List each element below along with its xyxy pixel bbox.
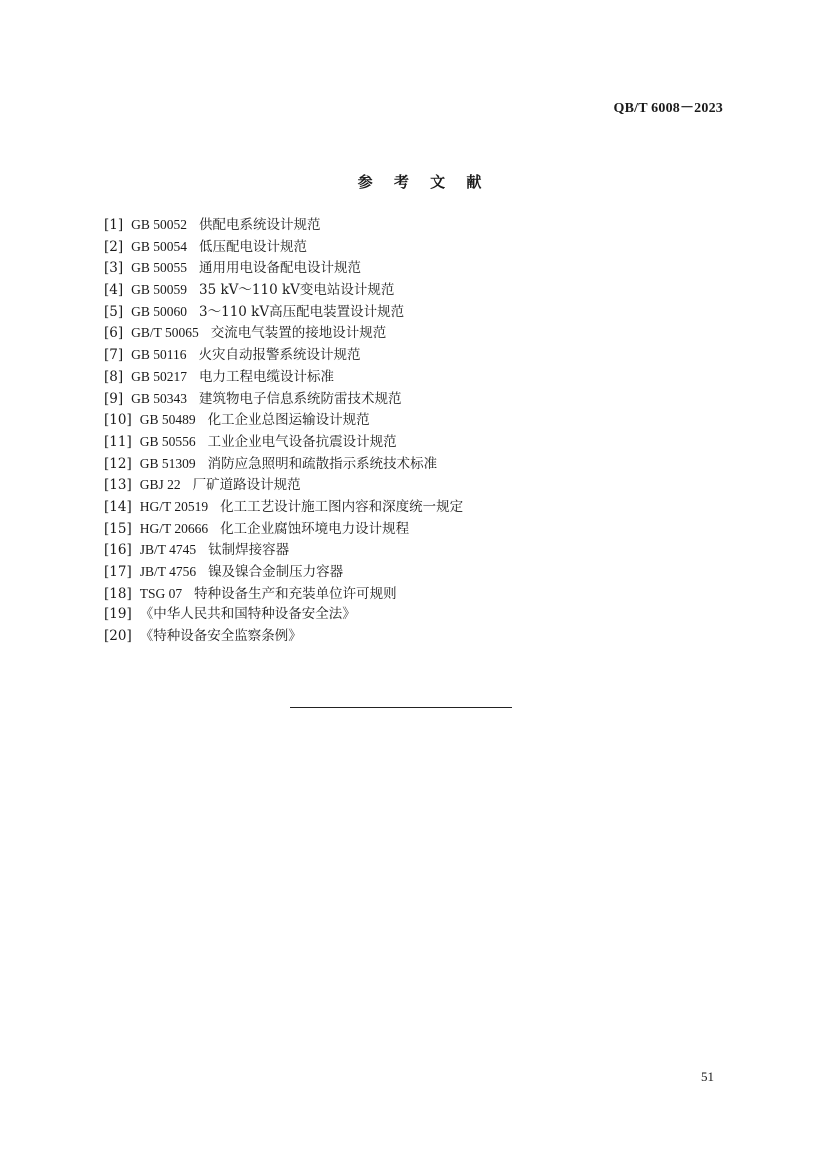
reference-title: 交流电气装置的接地设计规范: [210, 325, 387, 342]
reference-index: [11]: [104, 433, 132, 450]
reference-index: [12]: [104, 455, 132, 472]
reference-index: [3]: [104, 260, 124, 277]
reference-item: [104, 583, 463, 605]
reference-item: [104, 301, 463, 323]
reference-code: HG/T 20666: [139, 520, 209, 536]
reference-item: [104, 474, 463, 496]
reference-title: 工业企业电气设备抗震设计规范: [207, 433, 397, 450]
reference-index: [5]: [104, 303, 124, 320]
reference-item: [104, 322, 463, 344]
reference-index: [20]: [104, 628, 132, 645]
reference-title: 《特种设备安全监察条例》: [139, 628, 302, 645]
page-number: 51: [701, 1069, 714, 1084]
reference-item: [104, 453, 463, 475]
reference-code: TSG 07: [139, 585, 183, 601]
reference-title: 3～110 kV高压配电装置设计规范: [199, 303, 405, 320]
reference-index: [4]: [104, 282, 124, 299]
reference-index: [15]: [104, 520, 132, 537]
reference-index: [14]: [104, 498, 132, 515]
reference-item: [104, 388, 463, 410]
reference-title: 厂矿道路设计规范: [192, 477, 301, 494]
reference-index: [10]: [104, 412, 132, 429]
reference-code: GB 50055: [131, 260, 188, 276]
standard-code: QB/T 6008－2023: [613, 101, 723, 116]
reference-code: GB 50054: [131, 238, 188, 254]
end-of-document-rule: [290, 707, 512, 708]
reference-index: [9]: [104, 390, 124, 407]
reference-code: GBJ 22: [139, 477, 181, 493]
reference-item: [104, 496, 463, 518]
reference-code: GB 50217: [131, 368, 188, 384]
reference-item: [104, 279, 463, 301]
reference-title: 化工工艺设计施工图内容和深度统一规定: [220, 498, 464, 515]
reference-code: GB 50489: [139, 412, 196, 428]
reference-item: [104, 344, 463, 366]
section-title: 参 考 文 献: [357, 173, 490, 191]
reference-code: GB 50060: [131, 303, 188, 319]
reference-item: [104, 431, 463, 453]
reference-item: [104, 236, 463, 258]
reference-title: 镍及镍合金制压力容器: [208, 564, 344, 580]
reference-item: [104, 257, 463, 279]
reference-title: 火灾自动报警系统设计规范: [198, 347, 361, 364]
reference-title: 低压配电设计规范: [199, 238, 308, 255]
reference-title: 消防应急照明和疏散指示系统技术标准: [207, 455, 438, 472]
reference-index: [1]: [104, 217, 124, 233]
reference-code: JB/T 4756: [139, 564, 197, 579]
reference-code: GB 50116: [131, 347, 187, 363]
reference-item: [104, 561, 463, 583]
reference-index: [17]: [104, 564, 132, 580]
reference-title: 供配电系统设计规范: [199, 217, 321, 233]
reference-code: HG/T 20519: [139, 498, 209, 514]
reference-index: [8]: [104, 368, 124, 385]
reference-index: [2]: [104, 238, 124, 255]
reference-index: [19]: [104, 606, 132, 623]
reference-title: 通用用电设备配电设计规范: [199, 260, 362, 277]
reference-title: 《中华人民共和国特种设备安全法》: [139, 606, 356, 623]
reference-index: [6]: [104, 325, 124, 342]
reference-title: 钛制焊接容器: [208, 542, 290, 559]
reference-title: 化工企业总图运输设计规范: [207, 412, 370, 429]
reference-title: 电力工程电缆设计标准: [199, 368, 335, 385]
reference-item: [104, 518, 463, 540]
reference-item: [104, 604, 463, 626]
reference-code: GB 50059: [131, 282, 188, 298]
reference-item: [104, 539, 463, 561]
reference-title: 35 kV～110 kV变电站设计规范: [199, 282, 395, 299]
reference-index: [7]: [104, 347, 124, 364]
reference-title: 特种设备生产和充装单位许可规则: [194, 585, 397, 602]
reference-code: JB/T 4745: [139, 542, 197, 558]
reference-index: [16]: [104, 542, 132, 559]
reference-code: GB 50343: [131, 390, 188, 406]
reference-code: GB 51309: [139, 455, 196, 471]
reference-item: [104, 366, 463, 388]
reference-index: [13]: [104, 477, 132, 494]
reference-code: GB 50556: [139, 433, 196, 449]
reference-item: [104, 214, 463, 236]
reference-item: [104, 409, 463, 431]
reference-title: 建筑物电子信息系统防雷技术规范: [199, 390, 402, 407]
reference-title: 化工企业腐蚀环境电力设计规程: [220, 520, 410, 537]
reference-item: [104, 626, 463, 648]
reference-index: [18]: [104, 585, 132, 602]
reference-code: GB/T 50065: [131, 325, 199, 341]
reference-code: GB 50052: [131, 217, 188, 232]
reference-list: [104, 214, 463, 648]
